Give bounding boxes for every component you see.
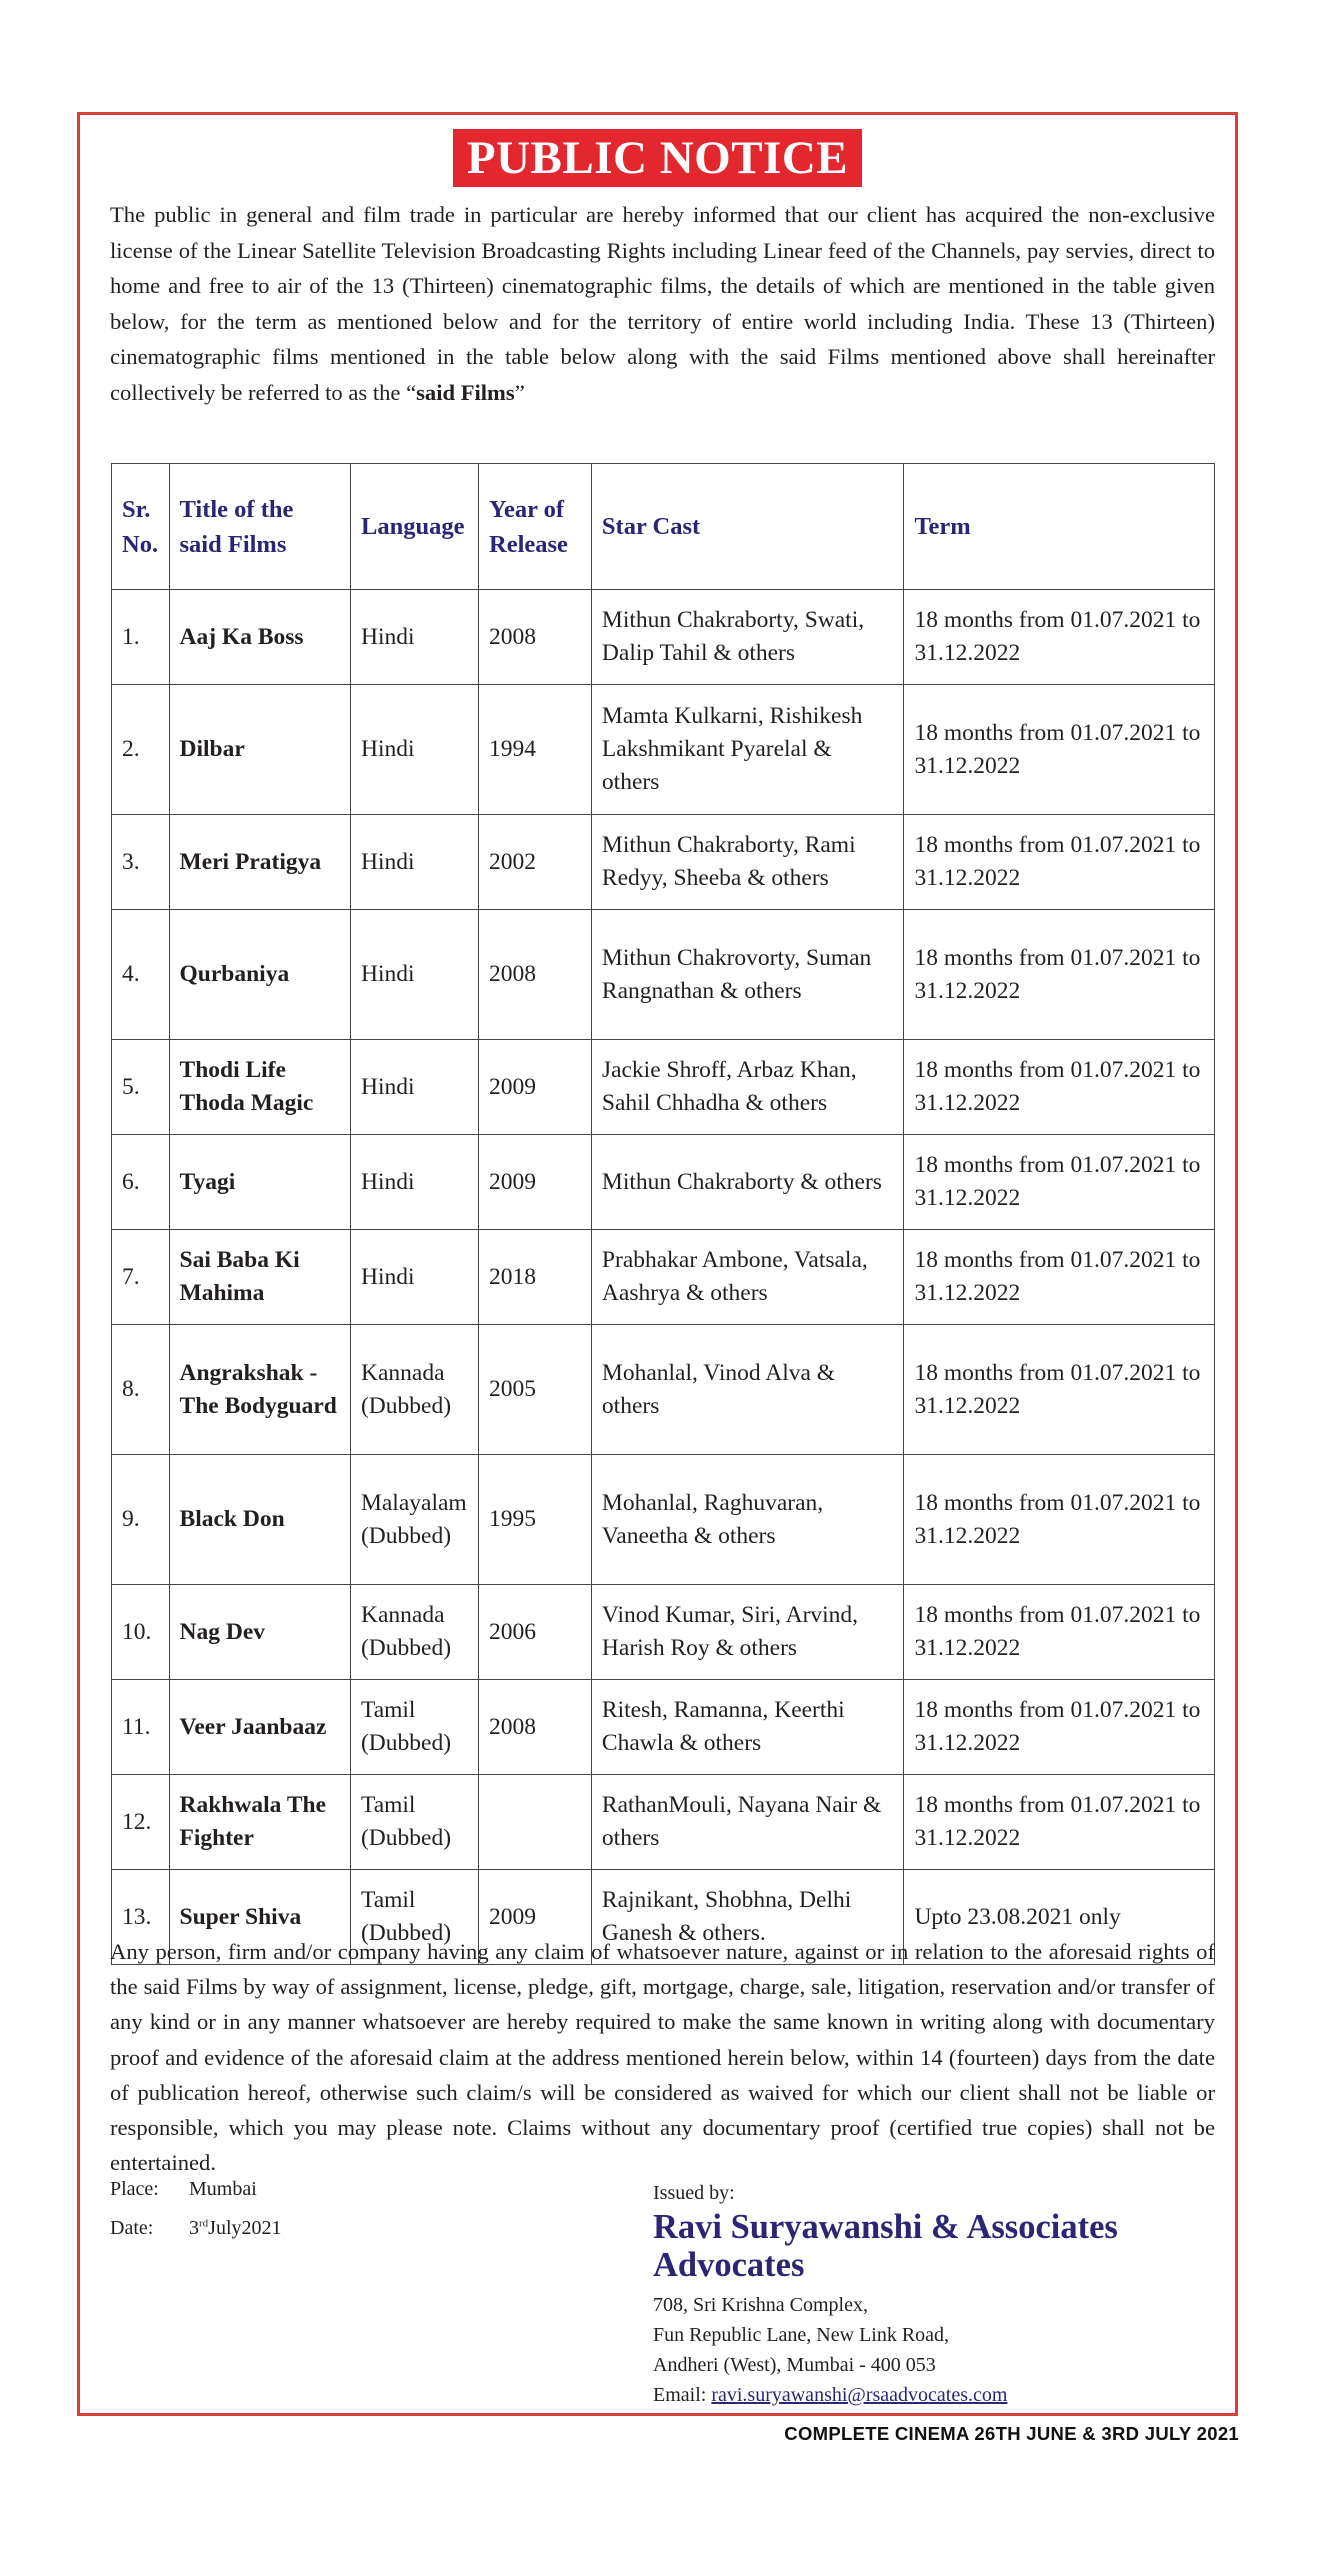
cell-title: Aaj Ka Boss — [169, 590, 350, 685]
cell-language: Hindi — [350, 685, 478, 815]
header-year: Year of Release — [479, 464, 592, 590]
intro-quote-open: “ — [406, 379, 417, 405]
cell-year: 2018 — [479, 1230, 592, 1325]
cell-year: 2008 — [479, 910, 592, 1040]
cell-sr-no: 13. — [112, 1870, 170, 1965]
cell-language: Tamil (Dubbed) — [350, 1680, 478, 1775]
cell-term: 18 months from 01.07.2021 to 31.12.2022 — [904, 1775, 1215, 1870]
address-line-2: Fun Republic Lane, New Link Road, — [653, 2324, 950, 2346]
cell-sr-no: 10. — [112, 1585, 170, 1680]
cell-term: 18 months from 01.07.2021 to 31.12.2022 — [904, 1585, 1215, 1680]
cell-star-cast: Mithun Chakraborty & others — [591, 1135, 904, 1230]
cell-term: 18 months from 01.07.2021 to 31.12.2022 — [904, 1230, 1215, 1325]
cell-star-cast: RathanMouli, Nayana Nair & others — [591, 1775, 904, 1870]
cell-year: 2009 — [479, 1135, 592, 1230]
cell-title: Super Shiva — [169, 1870, 350, 1965]
cell-language: Kannada (Dubbed) — [350, 1585, 478, 1680]
table-row — [112, 1135, 1215, 1230]
publication-footer: COMPLETE CINEMA 26TH JUNE & 3RD JULY 2021 — [784, 2423, 1239, 2444]
cell-language: Hindi — [350, 910, 478, 1040]
header-star-cast: Star Cast — [591, 464, 904, 590]
cell-title: Qurbaniya — [169, 910, 350, 1040]
table-header-row — [112, 464, 1215, 590]
cell-language: Hindi — [350, 590, 478, 685]
title-wrap — [80, 129, 1235, 187]
cell-term: 18 months from 01.07.2021 to 31.12.2022 — [904, 1455, 1215, 1585]
cell-sr-no: 5. — [112, 1040, 170, 1135]
intro-text: The public in general and film trade in particular are hereby informed that our client has acquired the non-exclusive license of the Linear Satellite Television Broadcasting Rights including Linear feed of the Channels, pay servies, direct to home and free to air of the 13 (Thirteen) cinematographic films, the details of which are mentioned in the table given below, for the term as mentioned below and for the territory of entire world including India. These 13 (Thirteen) cinematographic films mentioned in the table below along with the said Films mentioned above shall hereinafter collectively be referred to as the — [110, 202, 1215, 405]
date-day: 3 — [189, 2217, 199, 2239]
cell-language: Hindi — [350, 1135, 478, 1230]
cell-title: Thodi Life Thoda Magic — [169, 1040, 350, 1135]
cell-language: Hindi — [350, 815, 478, 910]
cell-sr-no: 7. — [112, 1230, 170, 1325]
notice-title: PUBLIC NOTICE — [453, 129, 862, 187]
header-language: Language — [350, 464, 478, 590]
header-term: Term — [904, 464, 1215, 590]
cell-sr-no: 12. — [112, 1775, 170, 1870]
date-suffix: rd — [199, 2217, 209, 2230]
cell-year: 2006 — [479, 1585, 592, 1680]
table-row — [112, 590, 1215, 685]
cell-sr-no: 11. — [112, 1680, 170, 1775]
firm-name: Ravi Suryawanshi & Associates — [653, 2208, 1118, 2246]
cell-term: 18 months from 01.07.2021 to 31.12.2022 — [904, 1680, 1215, 1775]
claims-paragraph: Any person, firm and/or company having any claim of whatsoever nature, against or in relation to the aforesaid rights of the said Films by way of assignment, license, pledge, gift, mortgage, charge, sale, litigation, reservation and/or transfer of any kind or in any manner whatsoever are hereby required to make the same known in writing along with documentary proof and evidence of the aforesaid claim at the address mentioned herein below, within 14 (fourteen) days from the date of publication hereof, otherwise such claim/s will be considered as waived for which our client shall not be liable or responsible, which you may please note. Claims without any documentary proof (certified true copies) shall not be entertained. — [110, 1939, 1215, 2176]
cell-sr-no: 8. — [112, 1325, 170, 1455]
cell-year: 1995 — [479, 1455, 592, 1585]
place-value: Mumbai — [189, 2178, 257, 2200]
firm-address — [653, 2290, 1213, 2410]
cell-term: 18 months from 01.07.2021 to 31.12.2022 — [904, 815, 1215, 910]
cell-language: Tamil (Dubbed) — [350, 1775, 478, 1870]
date-rest: July2021 — [208, 2217, 282, 2239]
cell-language: Hindi — [350, 1230, 478, 1325]
cell-title: Tyagi — [169, 1135, 350, 1230]
firm-title: Advocates — [653, 2246, 805, 2284]
cell-term: 18 months from 01.07.2021 to 31.12.2022 — [904, 590, 1215, 685]
address-line-3: Andheri (West), Mumbai - 400 053 — [653, 2354, 936, 2376]
table-row — [112, 1325, 1215, 1455]
table-body — [112, 590, 1215, 1965]
cell-star-cast: Rajnikant, Shobhna, Delhi Ganesh & others. — [591, 1870, 904, 1965]
cell-star-cast: Ritesh, Ramanna, Keerthi Chawla & others — [591, 1680, 904, 1775]
table-row — [112, 1455, 1215, 1585]
cell-sr-no: 9. — [112, 1455, 170, 1585]
email-line — [653, 2380, 1213, 2410]
table-row — [112, 1040, 1215, 1135]
intro-quote-close: ” — [514, 379, 525, 405]
cell-title: Rakhwala The Fighter — [169, 1775, 350, 1870]
cell-star-cast: Mithun Chakrovorty, Suman Rangnathan & others — [591, 910, 904, 1040]
email-label: Email: — [653, 2384, 712, 2406]
cell-term: 18 months from 01.07.2021 to 31.12.2022 — [904, 1040, 1215, 1135]
date-line — [110, 2217, 282, 2240]
cell-year: 2009 — [479, 1870, 592, 1965]
cell-star-cast: Prabhakar Ambone, Vatsala, Aashrya & others — [591, 1230, 904, 1325]
cell-term: 18 months from 01.07.2021 to 31.12.2022 — [904, 1325, 1215, 1455]
address-line-1: 708, Sri Krishna Complex, — [653, 2294, 868, 2316]
cell-sr-no: 2. — [112, 685, 170, 815]
issued-by-label: Issued by: — [653, 2182, 735, 2204]
cell-title: Black Don — [169, 1455, 350, 1585]
place-label: Place: — [110, 2178, 159, 2200]
cell-title: Sai Baba Ki Mahima — [169, 1230, 350, 1325]
cell-star-cast: Jackie Shroff, Arbaz Khan, Sahil Chhadha & others — [591, 1040, 904, 1135]
cell-title: Nag Dev — [169, 1585, 350, 1680]
cell-year: 2008 — [479, 590, 592, 685]
email-link[interactable]: ravi.suryawanshi@rsaadvocates.com — [711, 2384, 1008, 2406]
cell-title: Dilbar — [169, 685, 350, 815]
cell-star-cast: Vinod Kumar, Siri, Arvind, Harish Roy & others — [591, 1585, 904, 1680]
table-row — [112, 1680, 1215, 1775]
table-row — [112, 685, 1215, 815]
cell-sr-no: 3. — [112, 815, 170, 910]
cell-star-cast: Mohanlal, Vinod Alva & others — [591, 1325, 904, 1455]
cell-language: Hindi — [350, 1040, 478, 1135]
films-table — [111, 463, 1215, 1965]
place-line — [110, 2178, 257, 2201]
cell-year — [479, 1775, 592, 1870]
cell-star-cast: Mohanlal, Raghuvaran, Vaneetha & others — [591, 1455, 904, 1585]
cell-star-cast: Mamta Kulkarni, Rishikesh Lakshmikant Pyarelal & others — [591, 685, 904, 815]
cell-language: Malayalam (Dubbed) — [350, 1455, 478, 1585]
cell-year: 2005 — [479, 1325, 592, 1455]
table-row — [112, 815, 1215, 910]
table-row — [112, 910, 1215, 1040]
cell-term: Upto 23.08.2021 only — [904, 1870, 1215, 1965]
cell-term: 18 months from 01.07.2021 to 31.12.2022 — [904, 1135, 1215, 1230]
cell-title: Angrakshak - The Bodyguard — [169, 1325, 350, 1455]
cell-sr-no: 6. — [112, 1135, 170, 1230]
cell-term: 18 months from 01.07.2021 to 31.12.2022 — [904, 910, 1215, 1040]
table-row — [112, 1775, 1215, 1870]
cell-star-cast: Mithun Chakraborty, Rami Redyy, Sheeba & others — [591, 815, 904, 910]
cell-language: Tamil (Dubbed) — [350, 1870, 478, 1965]
cell-year: 2008 — [479, 1680, 592, 1775]
cell-star-cast: Mithun Chakraborty, Swati, Dalip Tahil & others — [591, 590, 904, 685]
cell-title: Veer Jaanbaaz — [169, 1680, 350, 1775]
cell-sr-no: 1. — [112, 590, 170, 685]
cell-year: 1994 — [479, 685, 592, 815]
date-label: Date: — [110, 2217, 154, 2239]
cell-language: Kannada (Dubbed) — [350, 1325, 478, 1455]
table-row — [112, 1585, 1215, 1680]
notice-frame — [77, 112, 1238, 2416]
issuer-block — [653, 2178, 1213, 2410]
cell-year: 2009 — [479, 1040, 592, 1135]
cell-title: Meri Pratigya — [169, 815, 350, 910]
cell-sr-no: 4. — [112, 910, 170, 1040]
header-title: Title of the said Films — [169, 464, 350, 590]
table-row — [112, 1230, 1215, 1325]
intro-said-films: said Films — [416, 379, 515, 405]
cell-year: 2002 — [479, 815, 592, 910]
header-sr-no: Sr. No. — [112, 464, 170, 590]
cell-term: 18 months from 01.07.2021 to 31.12.2022 — [904, 685, 1215, 815]
intro-paragraph — [110, 197, 1215, 411]
